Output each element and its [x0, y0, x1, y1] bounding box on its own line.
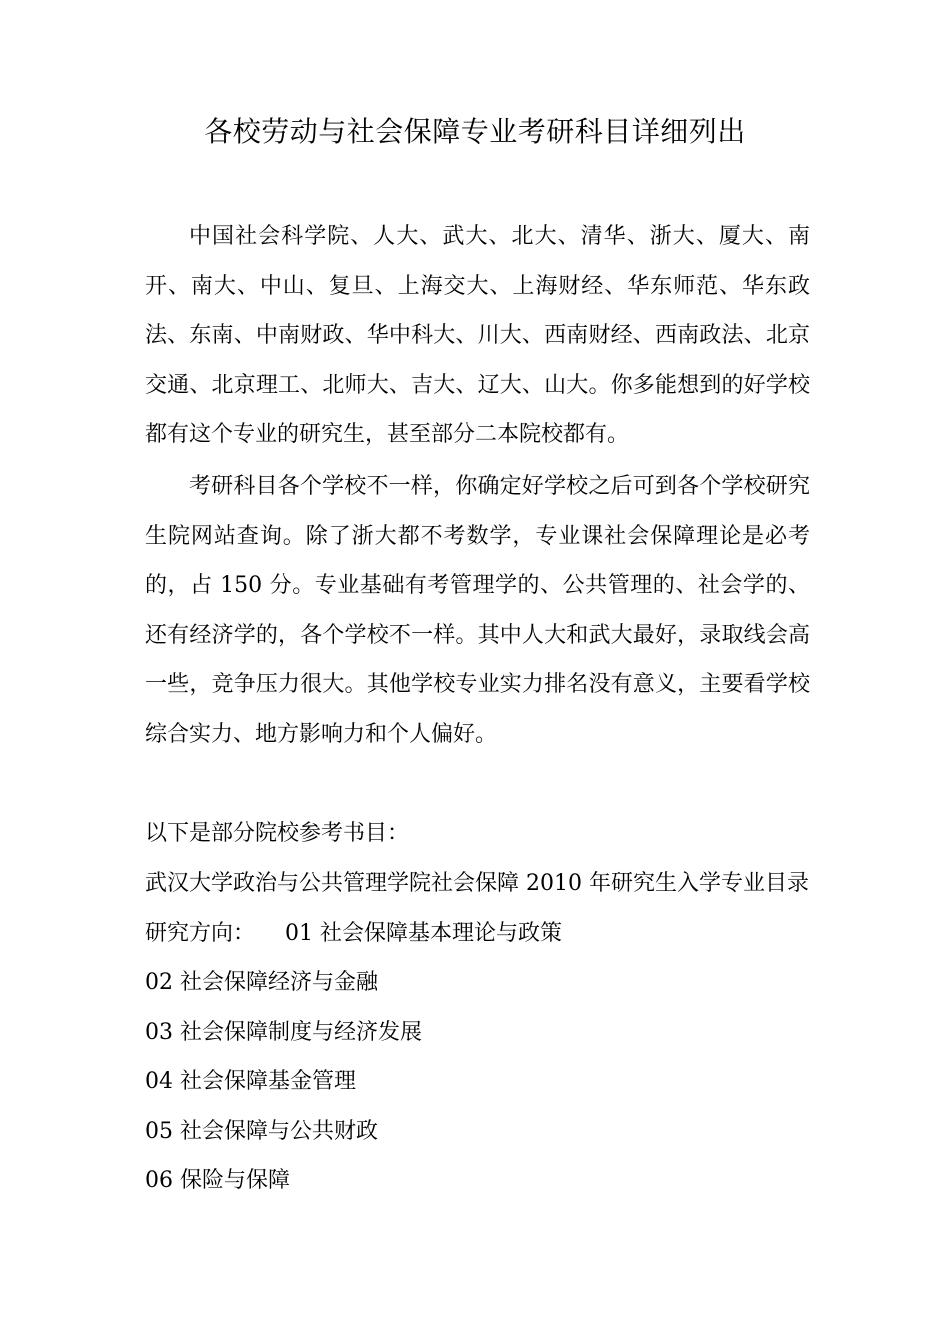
school-heading: 武汉大学政治与公共管理学院社会保障 2010 年研究生入学专业目录	[145, 871, 809, 896]
direction-line	[145, 918, 825, 950]
direction-item-02: 02 社会保障经济与金融	[145, 970, 378, 995]
document-title: 各校劳动与社会保障专业考研科目详细列出	[204, 115, 746, 148]
reference-list-intro: 以下是部分院校参考书目：	[145, 821, 410, 846]
paragraph-exam-subjects: 考研科目各个学校不一样，你确定好学校之后可到各个学校研究生院网站查询。除了浙大都不考数学，专业课社会保障理论是必考的，占 150 分。专业基础有考管理学的、公共管理的、社会学的、还有经济学的，各个学校不一样。其中人大和武大最好，录取线会高一些，竞争压力很大。其他学校专业实力排名没有意义，主要看学校综合实力、地方影响力和个人偏好。	[145, 474, 810, 747]
direction-item-01: 01 社会保障基本理论与政策	[285, 921, 563, 946]
direction-item-06: 06 保险与保障	[145, 1168, 290, 1193]
direction-item-05: 05 社会保障与公共财政	[145, 1119, 378, 1144]
direction-item-03: 03 社会保障制度与经济发展	[145, 1020, 422, 1045]
paragraph-schools: 中国社会科学院、人大、武大、北大、清华、浙大、厦大、南开、南大、中山、复旦、上海交大、上海财经、华东师范、华东政法、东南、中南财政、华中科大、川大、西南财经、西南政法、北京交通、北京理工、北师大、吉大、辽大、山大。你多能想到的好学校都有这个专业的研究生，甚至部分二本院校都有。	[145, 224, 810, 447]
direction-label: 研究方向：	[145, 921, 256, 946]
direction-item-04: 04 社会保障基金管理	[145, 1069, 356, 1094]
